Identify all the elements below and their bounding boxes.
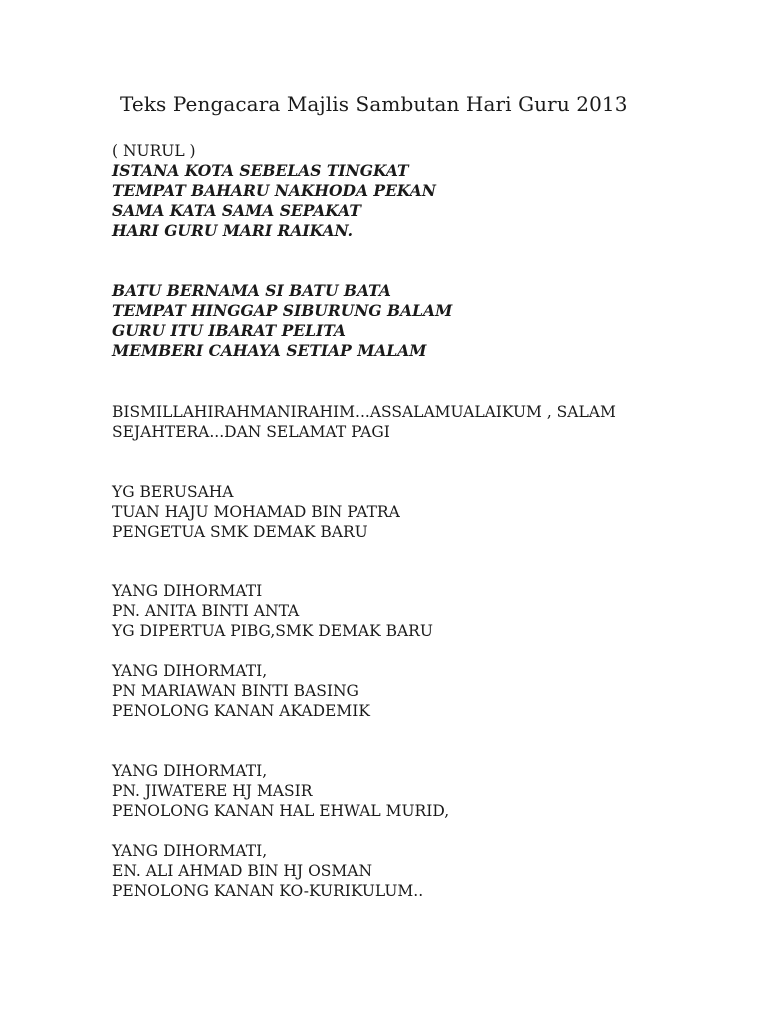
address-akademik [112,661,370,721]
pantun-line: TEMPAT BAHARU NAKHODA PEKAN [112,181,436,200]
document-title: Teks Pengacara Majlis Sambutan Hari Guru 2013 [120,92,628,116]
address-line: TUAN HAJU MOHAMAD BIN PATRA [112,503,400,521]
address-line: YG DIPERTUA PIBG,SMK DEMAK BARU [112,622,433,640]
address-line: PN. ANITA BINTI ANTA [112,602,300,620]
address-line: PENOLONG KANAN HAL EHWAL MURID, [112,802,450,820]
address-line: YANG DIHORMATI, [112,662,268,680]
address-line: PENGETUA SMK DEMAK BARU [112,523,368,541]
pantun-line: SAMA KATA SAMA SEPAKAT [112,201,361,220]
address-kokurikulum [112,841,423,901]
greeting-line: BISMILLAHIRAHMANIRAHIM...ASSALAMUALAIKUM , SALAM [112,403,616,421]
pantun-line: GURU ITU IBARAT PELITA [112,321,346,340]
pantun-line: TEMPAT HINGGAP SIBURUNG BALAM [112,301,453,320]
address-line: PN MARIAWAN BINTI BASING [112,682,359,700]
address-line: PN. JIWATERE HJ MASIR [112,782,313,800]
greeting-block [112,402,616,442]
pantun-line: MEMBERI CAHAYA SETIAP MALAM [112,341,427,360]
pantun-line: ISTANA KOTA SEBELAS TINGKAT [112,161,409,180]
pantun-1 [112,161,436,241]
address-line: YANG DIHORMATI, [112,762,268,780]
speaker-block [112,141,196,161]
address-pibg [112,581,433,641]
address-line: YANG DIHORMATI, [112,842,268,860]
pantun-line: BATU BERNAMA SI BATU BATA [112,281,391,300]
address-line: PENOLONG KANAN KO-KURIKULUM.. [112,882,424,900]
greeting-line: SEJAHTERA...DAN SELAMAT PAGI [112,423,390,441]
address-principal [112,482,400,542]
address-line: EN. ALI AHMAD BIN HJ OSMAN [112,862,373,880]
speaker-name: ( NURUL ) [112,142,196,160]
address-line: YANG DIHORMATI [112,582,263,600]
pantun-2 [112,281,452,361]
address-hem [112,761,449,821]
address-line: PENOLONG KANAN AKADEMIK [112,702,370,720]
address-line: YG BERUSAHA [112,483,234,501]
pantun-line: HARI GURU MARI RAIKAN. [112,221,354,240]
